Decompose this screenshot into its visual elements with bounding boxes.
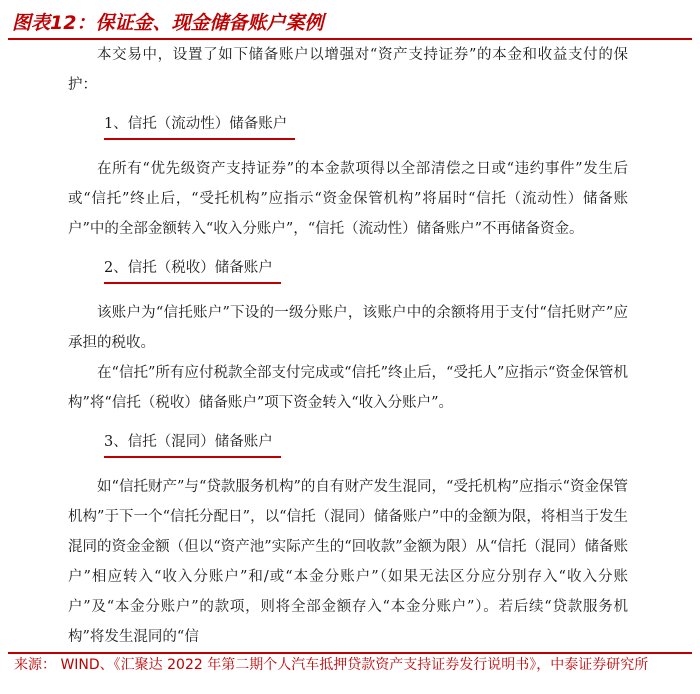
paragraph-commingling: 如“信托财产”与“贷款服务机构”的自有财产发生混同，“受托机构”应指示“资金保管机构”于下一个“信托分配日”，以“信托（混同）储备账户”中的金额为限，将相当于发生混同的资金金额（但以“资产池”实际产生的“回收款”金额为限）从“信托（混同）储备账户”相应转入“收入分账户”和/或“本金分账户”（如果无法区分应分别存入“收入分账户”及“本金分账户”的款项，则将全部金额存入“本金分账户”）。若后续“贷款服务机构”将发生混同的“信 [68,479,628,645]
paragraph-tax-1: 该账户为“信托账户”下设的一级分账户，该账户中的余额将用于支付“信托财产”应承担的税收。 [68,305,628,351]
paragraph-liquidity: 在所有“优先级资产支持证券”的本金款项得以全部清偿之日或“违约事件”发生后或“信托”终止后，“受托机构”应指示“资金保管机构”将届时“信托（流动性）储备账户”中的全部金额转入“收入分账户”，“信托（流动性）储备账户”不再储备资金。 [68,161,628,237]
section-heading-tax [104,254,628,284]
document-body [68,40,628,650]
source-bar [8,652,692,673]
paragraph-tax-2: 在“信托”所有应付税款全部支付完成或“信托”终止后，“受托人”应指示“资金保管机构”将“信托（税收）储备账户”项下资金转入“收入分账户”。 [68,365,628,411]
figure-title: 图表12：保证金、现金储备账户案例 [12,12,324,34]
figure-title-bar [8,4,692,40]
section-heading-text: 2、信托（税收）储备账户 [104,254,281,284]
section-heading-text: 3、信托（混同）储备账户 [104,428,281,458]
intro-paragraph: 本交易中，设置了如下储备账户以增强对“资产支持证券”的本金和收益支付的保护： [68,47,628,93]
source-note: 来源： WIND、《汇聚达 2022 年第二期个人汽车抵押贷款资产支持证券发行说明书》，中泰证券研究所 [14,657,649,673]
section-heading-commingling [104,428,628,458]
section-heading-text: 1、信托（流动性）储备账户 [104,110,295,140]
section-heading-liquidity [104,110,628,140]
